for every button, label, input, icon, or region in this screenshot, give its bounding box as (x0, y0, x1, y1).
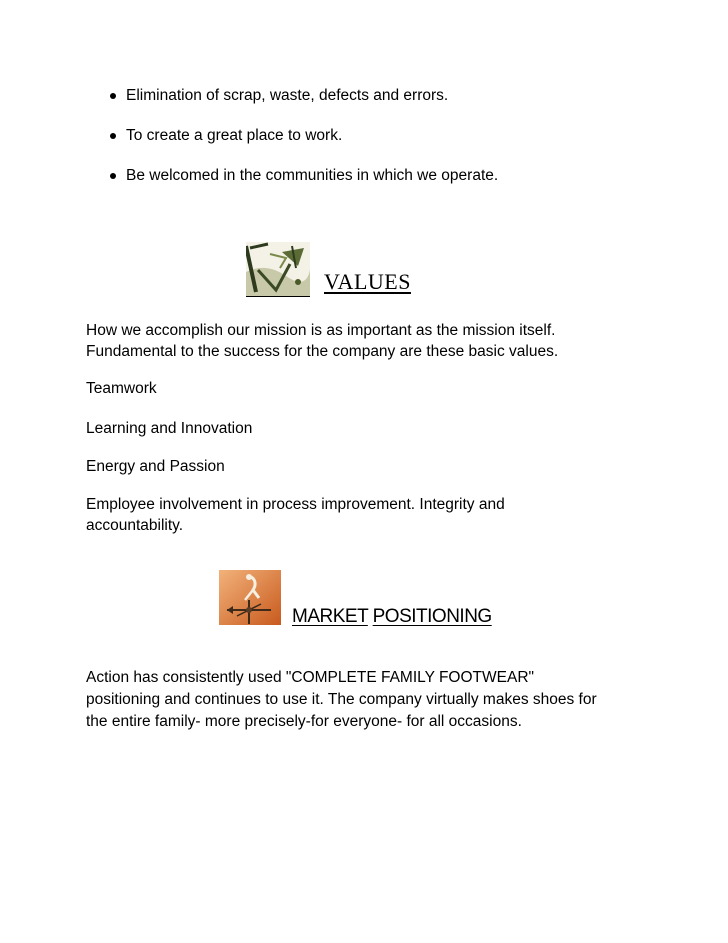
bullet-item (104, 166, 498, 186)
market-positioning-heading (292, 604, 492, 630)
market-body-line: the entire family- more precisely-for everyone- for all occasions. (86, 713, 522, 730)
market-weathervane-icon (219, 570, 281, 625)
market-body-line: positioning and continues to use it. The company virtually makes shoes for (86, 691, 597, 708)
market-heading-word: MARKET (292, 606, 368, 627)
bullet-dot-icon (110, 173, 116, 179)
value-item: Teamwork (86, 380, 157, 397)
value-item-line: Employee involvement in process improvement. Integrity and (86, 496, 505, 513)
bullet-text: Elimination of scrap, waste, defects and errors. (126, 87, 449, 104)
bullet-item (104, 126, 498, 146)
value-item-line: accountability. (86, 517, 184, 534)
market-body-line: Action has consistently used "COMPLETE FAMILY FOOTWEAR" (86, 669, 535, 686)
bullet-item (104, 86, 498, 106)
bullet-dot-icon (110, 133, 116, 139)
values-intro-line: Fundamental to the success for the company are these basic values. (86, 343, 559, 360)
mission-bullet-list (104, 86, 498, 206)
positioning-heading-word: POSITIONING (372, 606, 492, 627)
values-intro-line: How we accomplish our mission is as important as the mission itself. (86, 322, 556, 339)
bullet-dot-icon (110, 93, 116, 99)
values-clipart-icon (246, 242, 310, 296)
icon-underline (246, 296, 310, 297)
bullet-text: Be welcomed in the communities in which we operate. (126, 167, 499, 184)
bullet-text: To create a great place to work. (126, 127, 343, 144)
values-heading: VALUES (324, 269, 411, 294)
value-item: Learning and Innovation (86, 420, 253, 437)
value-item: Energy and Passion (86, 458, 225, 475)
